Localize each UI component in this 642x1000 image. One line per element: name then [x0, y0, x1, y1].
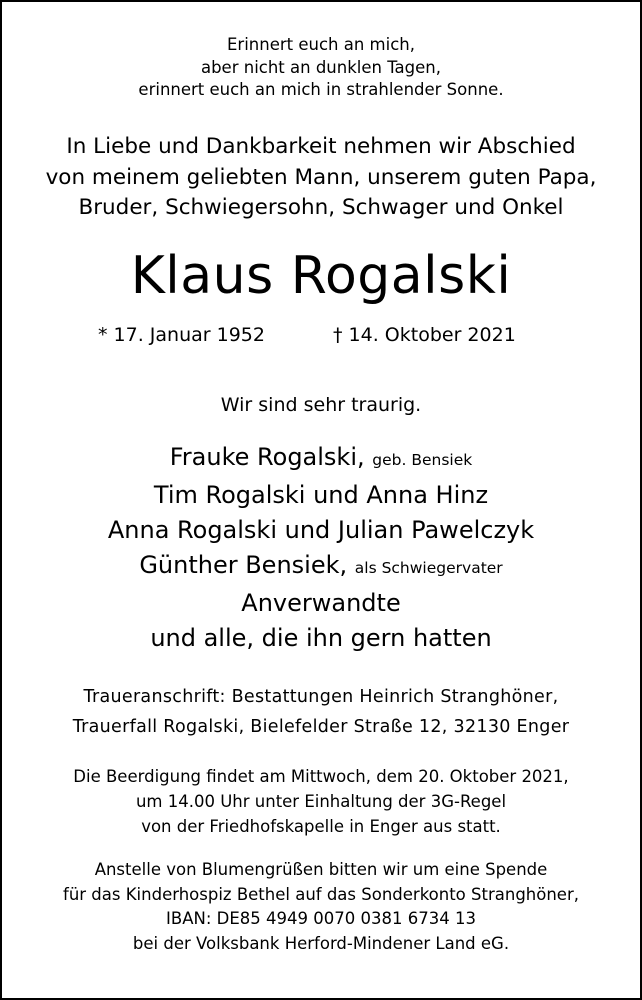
- mourner-name: Anverwandte: [241, 589, 401, 617]
- mourner-entry: [0, 586, 642, 621]
- funeral-line: Die Beerdigung findet am Mittwoch, dem 20. Oktober 2021,: [73, 767, 569, 786]
- mourner-note: geb. Bensiek: [372, 451, 473, 469]
- poem-line: aber nicht an dunklen Tagen,: [200, 57, 442, 77]
- mourner-entry: [0, 513, 642, 548]
- donation-line: Anstelle von Blumengrüßen bitten wir um eine Spende: [94, 860, 548, 879]
- mourner-entry: [0, 548, 642, 586]
- birth-date: * 17. Januar 1952: [98, 324, 265, 346]
- mourner-name: Günther Bensiek,: [139, 551, 348, 579]
- funeral-line: um 14.00 Uhr unter Einhaltung der 3G-Regel: [135, 792, 507, 811]
- poem-line: Erinnert euch an mich,: [227, 35, 415, 54]
- funeral-line: von der Friedhofskapelle in Enger aus statt.: [141, 817, 501, 836]
- intro-line: In Liebe und Dankbarkeit nehmen wir Abschied: [66, 134, 576, 159]
- mourner-entry: [0, 621, 642, 656]
- donation-request: [0, 858, 642, 956]
- death-date: † 14. Oktober 2021: [333, 324, 516, 346]
- address-line: Traueranschrift: Bestattungen Heinrich Stranghöner,: [83, 687, 559, 707]
- mourner-note: als Schwiegervater: [354, 559, 503, 577]
- intro-line: von meinem geliebten Mann, unserem guten Papa,: [45, 164, 597, 190]
- mourner-name: und alle, die ihn gern hatten: [150, 624, 492, 652]
- poem-verse: [0, 34, 642, 102]
- poem-line: erinnert euch an mich in strahlender Sonne.: [138, 80, 504, 99]
- mourner-name: Tim Rogalski und Anna Hinz: [153, 481, 489, 509]
- donation-line: für das Kinderhospiz Bethel auf das Sonderkonto Stranghöner,: [63, 884, 579, 904]
- mourner-entry: [0, 478, 642, 513]
- mourner-name: Anna Rogalski und Julian Pawelczyk: [107, 516, 535, 544]
- deceased-name: Klaus Rogalski: [130, 246, 512, 306]
- funeral-info: [0, 764, 642, 839]
- mourning-address: [0, 682, 642, 742]
- mourners-list: [0, 440, 642, 656]
- sorrow-line: Wir sind sehr traurig.: [220, 394, 422, 416]
- donation-iban: IBAN: DE85 4949 0070 0381 6734 13: [166, 909, 476, 928]
- farewell-intro: [0, 132, 642, 224]
- mourner-entry: [0, 440, 642, 478]
- address-line: Trauerfall Rogalski, Bielefelder Straße 12, 32130 Enger: [72, 717, 570, 737]
- donation-line: bei der Volksbank Herford-Mindener Land eG.: [132, 933, 510, 953]
- mourner-name: Frauke Rogalski,: [169, 443, 365, 471]
- intro-line: Bruder, Schwiegersohn, Schwager und Onkel: [78, 195, 564, 220]
